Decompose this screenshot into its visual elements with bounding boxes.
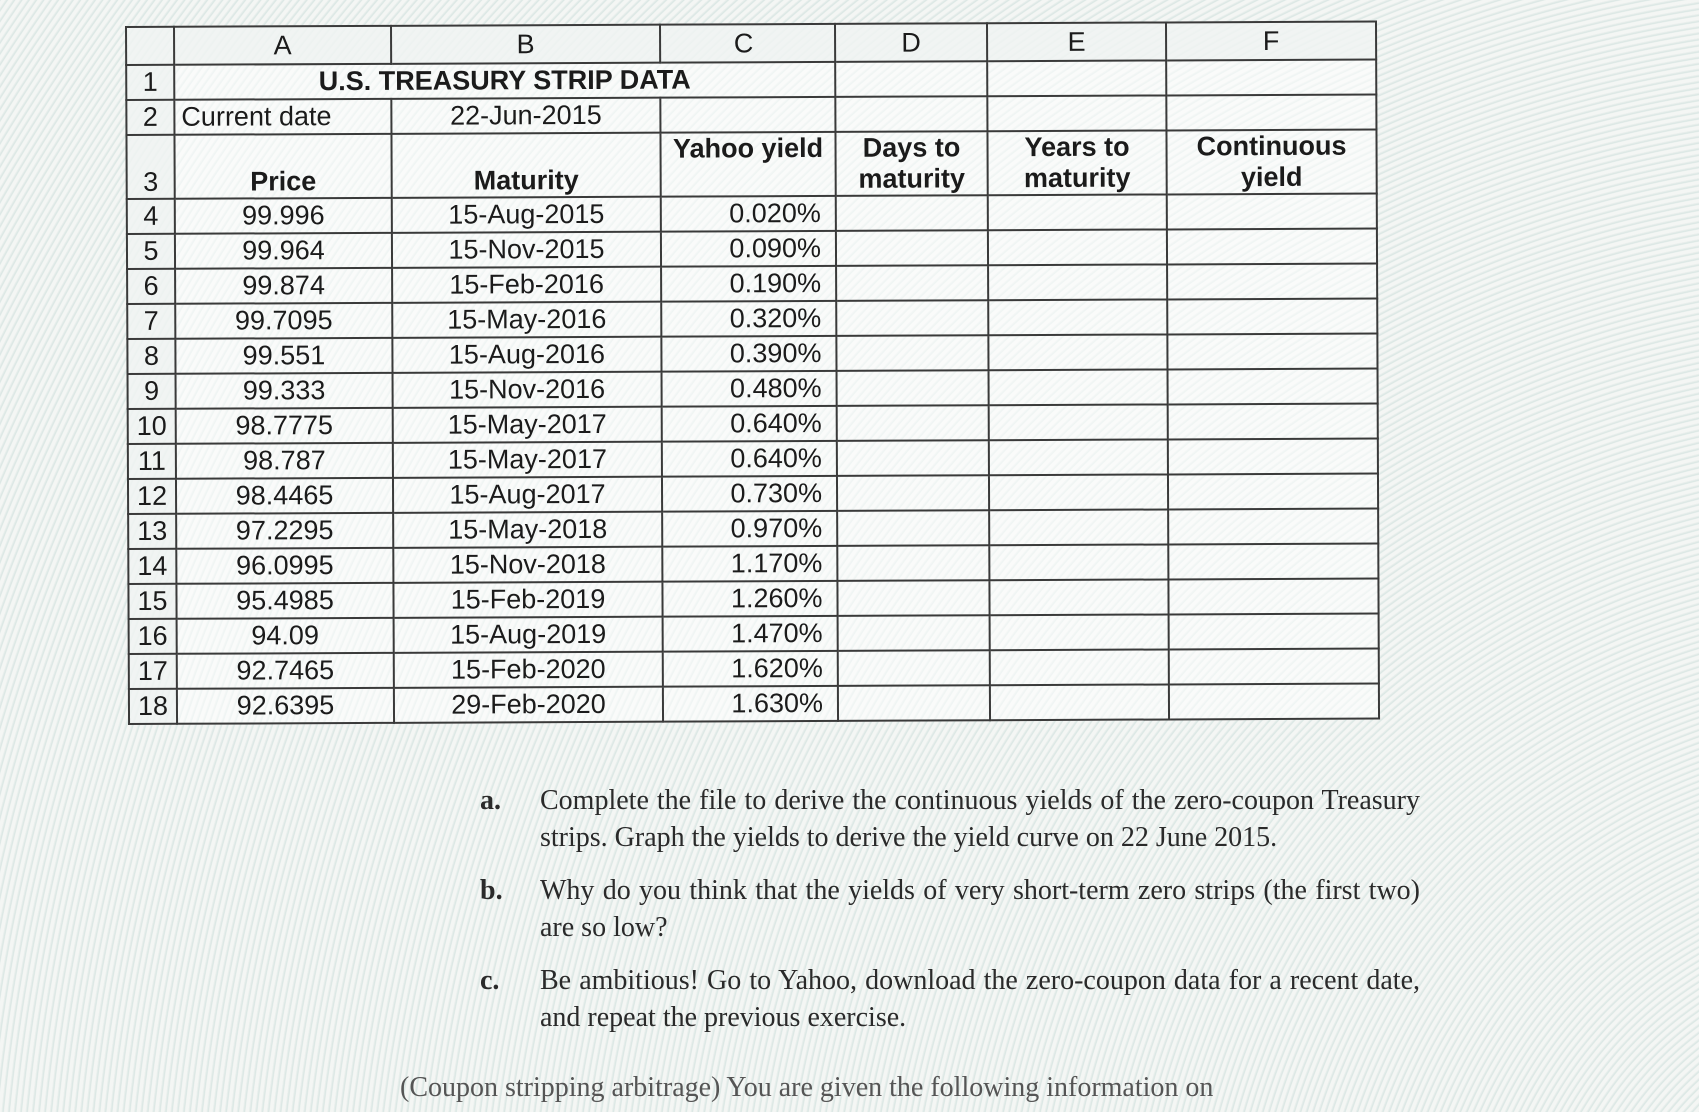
question-c	[480, 962, 1420, 1036]
row-number[interactable]: 4	[127, 199, 175, 234]
days-to-maturity-cell[interactable]	[837, 440, 989, 476]
row-number[interactable]: 18	[129, 689, 177, 724]
years-to-maturity-cell[interactable]	[989, 544, 1168, 580]
days-to-maturity-cell[interactable]	[837, 510, 989, 546]
sheet-title[interactable]: U.S. TREASURY STRIP DATA	[174, 62, 835, 100]
yield-cell[interactable]: 0.390%	[661, 336, 836, 372]
yield-cell[interactable]: 1.470%	[663, 616, 838, 652]
header-yahoo-yield[interactable]: Yahoo yield	[660, 132, 835, 197]
days-to-maturity-cell[interactable]	[836, 265, 988, 301]
row-number[interactable]: 15	[128, 584, 176, 619]
days-to-maturity-cell[interactable]	[837, 475, 989, 511]
maturity-cell[interactable]: 15-Aug-2015	[392, 197, 661, 233]
maturity-cell[interactable]: 15-Feb-2016	[392, 267, 661, 303]
days-to-maturity-cell[interactable]	[837, 545, 989, 581]
years-to-maturity-cell[interactable]	[988, 299, 1167, 335]
question-text: Be ambitious! Go to Yahoo, download the zero-coupon data for a recent date, and repeat the previous exercise.	[540, 965, 1420, 1033]
days-to-maturity-cell[interactable]	[838, 685, 990, 721]
table-row	[128, 544, 1378, 584]
next-problem-text: (Coupon stripping arbitrage) You are given the following information on	[400, 1072, 1214, 1103]
cell-empty[interactable]	[660, 97, 835, 133]
continuous-yield-cell[interactable]	[1169, 614, 1379, 650]
continuous-yield-cell[interactable]	[1167, 229, 1377, 265]
maturity-cell[interactable]: 15-May-2016	[392, 302, 661, 338]
row-number[interactable]: 11	[128, 444, 176, 479]
cell-empty[interactable]	[835, 96, 987, 132]
maturity-cell[interactable]: 15-Nov-2015	[392, 232, 661, 268]
row-number[interactable]: 6	[127, 269, 175, 304]
table-row	[128, 439, 1378, 479]
sheet-row-2	[126, 95, 1376, 135]
continuous-yield-cell[interactable]	[1167, 264, 1377, 300]
row-number[interactable]: 8	[127, 339, 175, 374]
maturity-cell[interactable]: 15-Nov-2016	[393, 372, 662, 408]
price-cell[interactable]: 99.551	[175, 338, 392, 374]
header-maturity[interactable]: Maturity	[391, 133, 660, 198]
continuous-yield-cell[interactable]	[1167, 299, 1377, 335]
questions-list	[480, 782, 1420, 1052]
question-text: Complete the file to derive the continuous yields of the zero-coupon Treasury strips. Graph the yields to derive the yield curve on 22 June 2015.	[540, 785, 1420, 853]
price-cell[interactable]: 98.787	[176, 443, 393, 479]
days-to-maturity-cell[interactable]	[837, 405, 989, 441]
table-row	[129, 684, 1379, 724]
price-cell[interactable]: 98.4465	[176, 478, 393, 514]
spreadsheet-table	[125, 21, 1380, 725]
days-to-maturity-cell[interactable]	[837, 370, 989, 406]
row-number[interactable]: 14	[128, 549, 176, 584]
row-number[interactable]: 16	[129, 619, 177, 654]
header-continuous-yield[interactable]: Continuous yield	[1166, 130, 1376, 195]
column-header-f[interactable]: F	[1166, 22, 1376, 61]
continuous-yield-cell[interactable]	[1167, 334, 1377, 370]
price-cell[interactable]: 98.7775	[176, 408, 393, 444]
continuous-yield-cell[interactable]	[1168, 439, 1378, 475]
continuous-yield-cell[interactable]	[1168, 579, 1378, 615]
table-row	[128, 369, 1378, 409]
days-to-maturity-cell[interactable]	[836, 335, 988, 371]
header-days-to-maturity[interactable]: Days to maturity	[835, 131, 987, 196]
table-row	[129, 649, 1379, 689]
table-row	[127, 229, 1377, 269]
yield-cell[interactable]: 0.320%	[661, 301, 836, 337]
yield-cell[interactable]: 1.170%	[662, 546, 837, 582]
continuous-yield-cell[interactable]	[1168, 544, 1378, 580]
question-label: b.	[480, 875, 503, 906]
row-number[interactable]: 13	[128, 514, 176, 549]
price-cell[interactable]: 92.7465	[177, 653, 394, 689]
days-to-maturity-cell[interactable]	[836, 195, 988, 231]
cell-empty[interactable]	[987, 60, 1166, 96]
price-cell[interactable]: 95.4985	[176, 583, 393, 619]
cell-empty[interactable]	[1166, 60, 1376, 96]
column-header-e[interactable]: E	[987, 22, 1166, 61]
yield-cell[interactable]: 1.620%	[663, 651, 838, 687]
table-row	[128, 404, 1378, 444]
years-to-maturity-cell[interactable]	[988, 229, 1167, 265]
years-to-maturity-cell[interactable]	[990, 684, 1169, 720]
sheet-row-3	[126, 130, 1376, 199]
yield-cell[interactable]: 1.260%	[662, 581, 837, 617]
price-cell[interactable]: 99.996	[175, 198, 392, 234]
table-row	[127, 194, 1377, 234]
yield-cell[interactable]: 0.190%	[661, 266, 836, 302]
corner-cell[interactable]	[126, 27, 174, 65]
table-row	[127, 264, 1377, 304]
row-number[interactable]: 1	[126, 65, 174, 100]
years-to-maturity-cell[interactable]	[989, 404, 1168, 440]
header-price[interactable]: Price	[174, 134, 391, 199]
maturity-cell[interactable]: 15-Feb-2019	[393, 582, 662, 618]
years-to-maturity-cell[interactable]	[989, 509, 1168, 545]
price-cell[interactable]: 99.333	[176, 373, 393, 409]
current-date-label[interactable]: Current date	[174, 99, 391, 135]
years-to-maturity-cell[interactable]	[988, 334, 1167, 370]
table-row	[127, 299, 1377, 339]
current-date-value[interactable]: 22-Jun-2015	[391, 98, 660, 134]
maturity-cell[interactable]: 15-May-2018	[393, 512, 662, 548]
question-label: c.	[480, 965, 500, 996]
header-years-to-maturity[interactable]: Years to maturity	[987, 130, 1166, 195]
yield-cell[interactable]: 0.480%	[662, 371, 837, 407]
maturity-cell[interactable]: 29-Feb-2020	[394, 687, 663, 723]
maturity-cell[interactable]: 15-Aug-2017	[393, 477, 662, 513]
years-to-maturity-cell[interactable]	[989, 579, 1168, 615]
days-to-maturity-cell[interactable]	[836, 230, 988, 266]
days-to-maturity-cell[interactable]	[837, 580, 989, 616]
cell-empty[interactable]	[987, 95, 1166, 131]
row-number[interactable]: 3	[126, 135, 174, 199]
days-to-maturity-cell[interactable]	[838, 650, 990, 686]
column-header-d[interactable]: D	[835, 23, 987, 62]
row-number[interactable]: 7	[127, 304, 175, 339]
maturity-cell[interactable]: 15-Aug-2016	[392, 337, 661, 373]
years-to-maturity-cell[interactable]	[988, 194, 1167, 230]
days-to-maturity-cell[interactable]	[836, 300, 988, 336]
yield-cell[interactable]: 0.970%	[662, 511, 837, 547]
row-number[interactable]: 2	[126, 100, 174, 135]
column-header-c[interactable]: C	[660, 24, 835, 63]
cell-empty[interactable]	[835, 61, 987, 97]
question-b	[480, 872, 1420, 946]
row-number[interactable]: 10	[128, 409, 176, 444]
years-to-maturity-cell[interactable]	[989, 369, 1168, 405]
cell-empty[interactable]	[1166, 95, 1376, 131]
column-header-b[interactable]: B	[391, 25, 660, 64]
price-cell[interactable]: 97.2295	[176, 513, 393, 549]
years-to-maturity-cell[interactable]	[990, 614, 1169, 650]
yield-cell[interactable]: 0.730%	[662, 476, 837, 512]
row-number[interactable]: 5	[127, 234, 175, 269]
continuous-yield-cell[interactable]	[1168, 509, 1378, 545]
table-row	[128, 579, 1378, 619]
maturity-cell[interactable]: 15-May-2017	[393, 407, 662, 443]
column-header-a[interactable]: A	[174, 26, 391, 65]
years-to-maturity-cell[interactable]	[989, 474, 1168, 510]
table-row	[129, 614, 1379, 654]
maturity-cell[interactable]: 15-Aug-2019	[394, 617, 663, 653]
maturity-cell[interactable]: 15-Feb-2020	[394, 652, 663, 688]
yield-cell[interactable]: 0.640%	[662, 441, 837, 477]
table-row	[128, 474, 1378, 514]
maturity-cell[interactable]: 15-Nov-2018	[393, 547, 662, 583]
price-cell[interactable]: 99.874	[175, 268, 392, 304]
question-a	[480, 782, 1420, 856]
price-cell[interactable]: 99.7095	[175, 303, 392, 339]
continuous-yield-cell[interactable]	[1169, 684, 1379, 720]
days-to-maturity-cell[interactable]	[838, 615, 990, 651]
yield-cell[interactable]: 0.020%	[661, 196, 836, 232]
years-to-maturity-cell[interactable]	[989, 439, 1168, 475]
question-label: a.	[480, 785, 501, 816]
years-to-maturity-cell[interactable]	[988, 264, 1167, 300]
continuous-yield-cell[interactable]	[1168, 369, 1378, 405]
price-cell[interactable]: 96.0995	[176, 548, 393, 584]
price-cell[interactable]: 94.09	[177, 618, 394, 654]
continuous-yield-cell[interactable]	[1168, 404, 1378, 440]
years-to-maturity-cell[interactable]	[990, 649, 1169, 685]
yield-cell[interactable]: 1.630%	[663, 686, 838, 722]
question-text: Why do you think that the yields of very short-term zero strips (the first two) are so low?	[540, 875, 1420, 943]
row-number[interactable]: 9	[128, 374, 176, 409]
sheet-row-1	[126, 60, 1376, 100]
table-row	[127, 334, 1377, 374]
continuous-yield-cell[interactable]	[1167, 194, 1377, 230]
row-number[interactable]: 12	[128, 479, 176, 514]
price-cell[interactable]: 92.6395	[177, 688, 394, 724]
price-cell[interactable]: 99.964	[175, 233, 392, 269]
continuous-yield-cell[interactable]	[1168, 474, 1378, 510]
row-number[interactable]: 17	[129, 654, 177, 689]
yield-cell[interactable]: 0.640%	[662, 406, 837, 442]
column-header-row	[126, 22, 1376, 65]
maturity-cell[interactable]: 15-May-2017	[393, 442, 662, 478]
yield-cell[interactable]: 0.090%	[661, 231, 836, 267]
table-row	[128, 509, 1378, 549]
continuous-yield-cell[interactable]	[1169, 649, 1379, 685]
